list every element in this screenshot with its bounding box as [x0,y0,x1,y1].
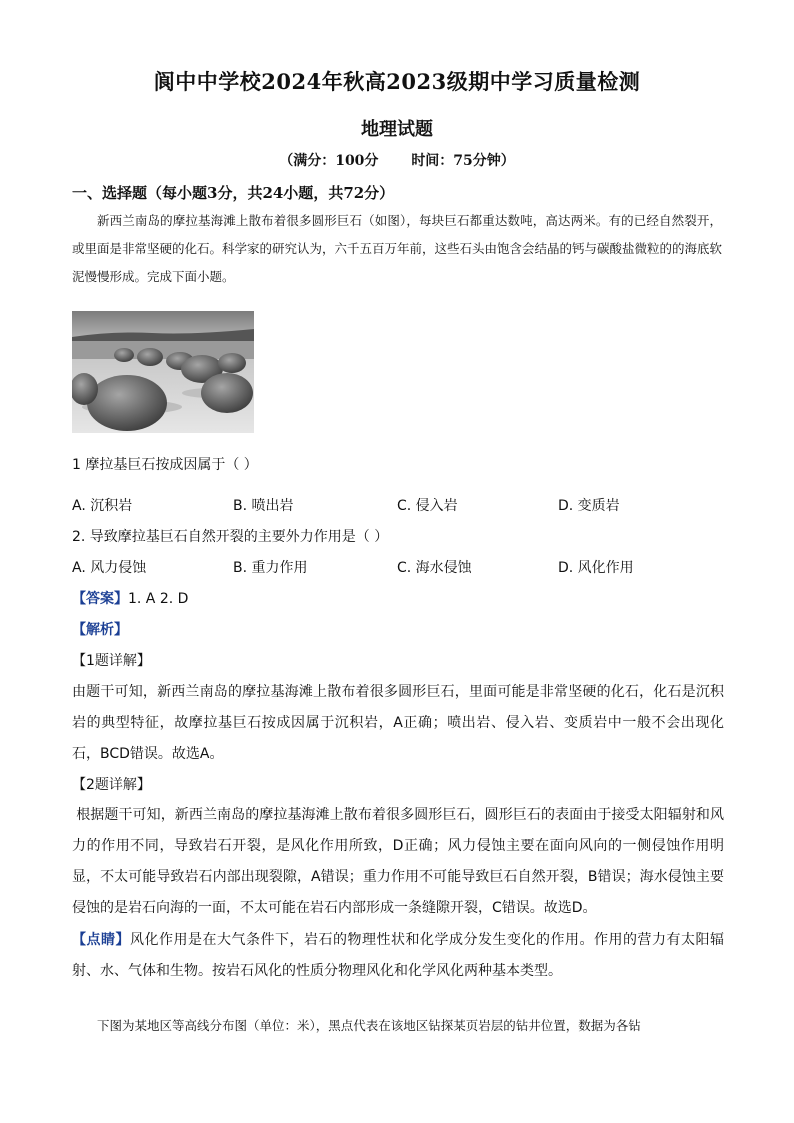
exam-subtitle: 地理试题 [361,119,433,140]
question-1-option-a[interactable]: A. 沉积岩 [72,498,133,514]
tip-paragraph [72,925,724,987]
question-1-stem: 1 摩拉基巨石按成因属于（ ） [72,457,258,473]
question-2-option-c[interactable]: C. 海水侵蚀 [397,560,472,576]
boulders-photo [72,311,254,433]
question-2-option-b[interactable]: B. 重力作用 [233,560,308,576]
analysis-line [72,619,128,639]
analysis-tag: 【解析】 [72,622,128,638]
time-info: 时间：75分钟） [411,153,515,169]
passage-contour-map: 下图为某地区等高线分布图（单位：米），黑点代表在该地区钻探某页岩层的钻井位置，数据为各钻 [97,1018,641,1033]
detail-2-heading: 【2题详解】 [72,777,151,793]
section-title: 一、选择题（每小题3分，共24小题，共72分） [72,184,395,202]
exam-title: 阆中中学校2024年秋高2023级期中学习质量检测 [153,69,641,94]
question-2-option-a[interactable]: A. 风力侵蚀 [72,560,147,576]
detail-1-text: 由题干可知，新西兰南岛的摩拉基海滩上散布着很多圆形巨石，里面可能是非常坚硬的化石，化石是沉积岩的典型特征，故摩拉基巨石按成因属于沉积岩，A正确；喷出岩、侵入岩、变质岩中一般不会出现化石，BCD错误。故选A。 [72,684,724,762]
passage-boulders: 新西兰南岛的摩拉基海滩上散布着很多圆形巨石（如图），每块巨石都重达数吨，高达两米。有的已经自然裂开，或里面是非常坚硬的化石。科学家的研究认为，六千五百万年前，这些石头由饱含会结晶的钙与碳酸盐微粒的的海底软泥慢慢形成。完成下面小题。 [72,213,723,284]
answer-line [72,588,188,608]
question-1-option-c[interactable]: C. 侵入岩 [397,498,458,514]
question-1-option-b[interactable]: B. 喷出岩 [233,498,294,514]
score-info: （满分：100分 [279,153,379,169]
tip-tag: 【点睛】 [72,932,130,948]
answer-tag: 【答案】 [72,591,128,607]
tip-text: 风化作用是在大气条件下，岩石的物理性状和化学成分发生变化的作用。作用的营力有太阳辐射、水、气体和生物。按岩石风化的性质分物理风化和化学风化两种基本类型。 [72,932,724,979]
question-1-option-d[interactable]: D. 变质岩 [558,498,620,514]
detail-1-heading: 【1题详解】 [72,653,151,669]
exam-meta [0,150,794,170]
question-2-stem: 2. 导致摩拉基巨石自然开裂的主要外力作用是（ ） [72,529,389,545]
answer-text: 1. A 2. D [128,591,189,607]
detail-2-text: 根据题干可知，新西兰南岛的摩拉基海滩上散布着很多圆形巨石，圆形巨石的表面由于接受太阳辐射和风力的作用不同，导致岩石开裂，是风化作用所致，D正确；风力侵蚀主要在面向风向的一侧侵蚀作用明显，不太可能导致岩石内部出现裂隙，A错误；重力作用不可能导致巨石自然开裂，B错误；海水侵蚀主要侵蚀的是岩石向海的一面，不太可能在岩石内部形成一条缝隙开裂，C错误。故选D。 [72,807,724,916]
question-2-option-d[interactable]: D. 风化作用 [558,560,634,576]
